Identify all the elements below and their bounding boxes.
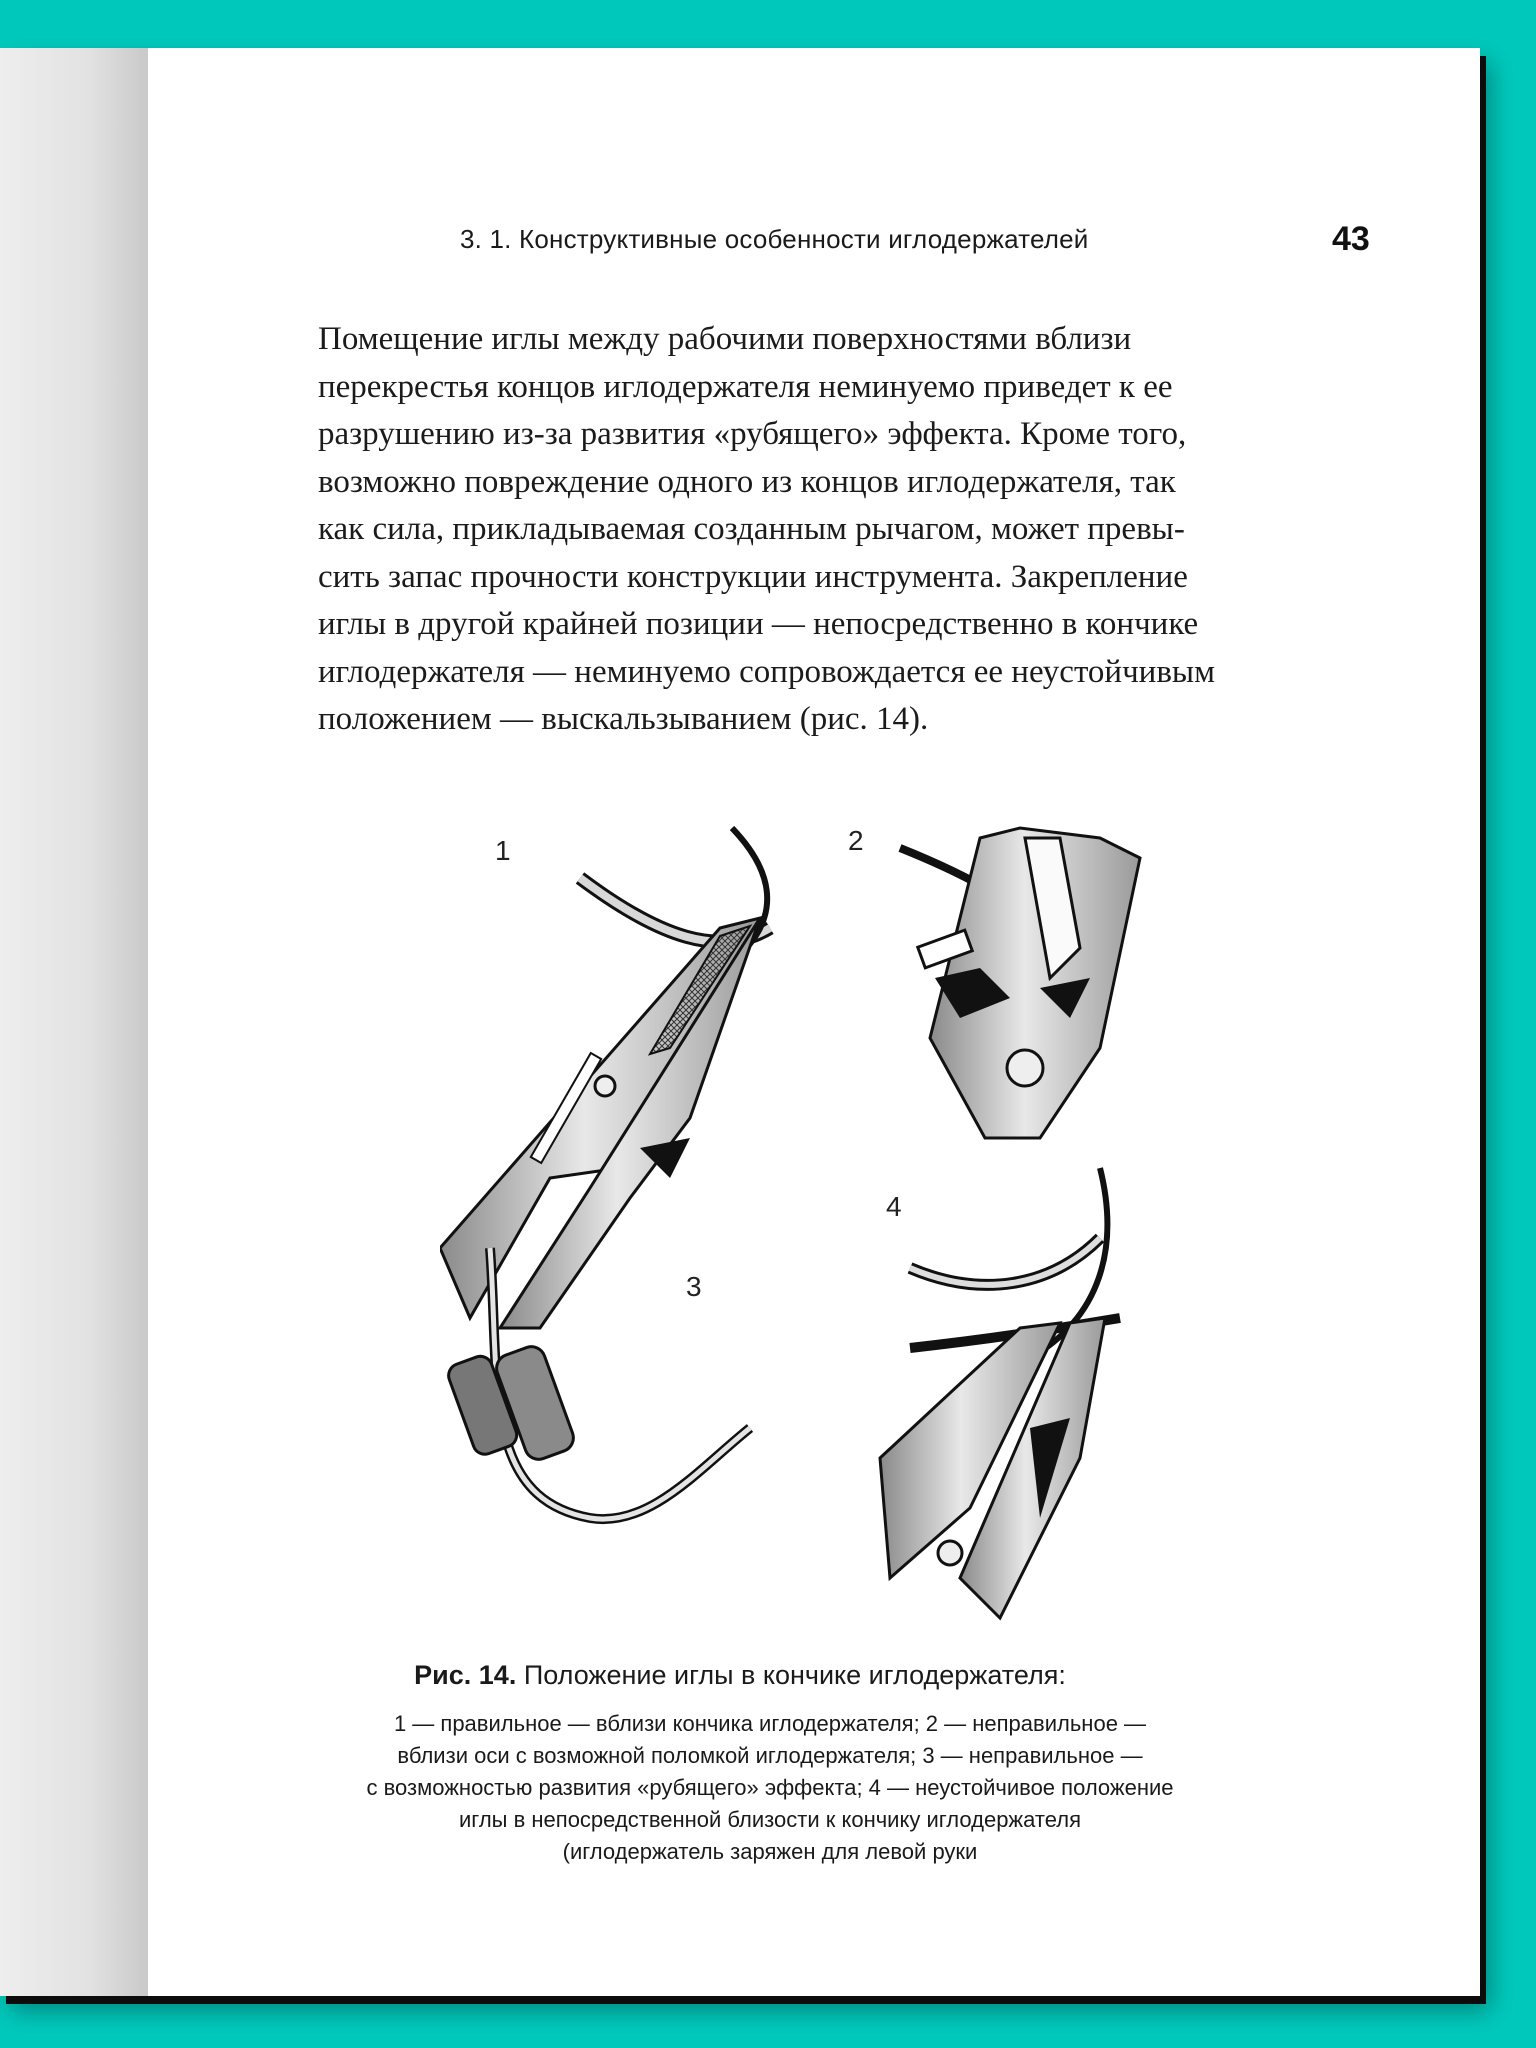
body-line: положением — выскальзыванием (рис. 14).: [318, 701, 929, 737]
caption-line: (иглодержатель заряжен для левой руки: [562, 1839, 978, 1864]
illustration-4-needle-holder: [880, 1168, 1120, 1618]
illustration-3-needle-closeup: [445, 1248, 750, 1519]
hinge-screw: [938, 1541, 962, 1565]
hinge-screw: [1007, 1050, 1043, 1086]
caption-line: 1 — правильное — вблизи кончика иглодержателя; 2 — неправильное —: [393, 1711, 1147, 1736]
book-page: [0, 48, 1480, 1996]
page-number: 43: [1332, 220, 1370, 258]
figure-label-4: 4: [886, 1191, 902, 1222]
body-line: как сила, прикладываемая созданным рычагом, может превы-: [318, 511, 1185, 547]
figure-caption-number: Рис. 14.: [414, 1660, 517, 1690]
caption-line: с возможностью развития «рубящего» эффекта; 4 — неустойчивое положение: [366, 1775, 1174, 1800]
figure-caption-title: [0, 1660, 1480, 1691]
jaw-lower: [500, 918, 760, 1328]
body-line: возможно повреждение одного из концов иглодержателя, так: [318, 463, 1176, 500]
body-line: разрушению из-за развития «рубящего» эффекта. Кроме того,: [318, 416, 1187, 452]
body-line: перекрестья концов иглодержателя неминуемо приведет к ее: [318, 368, 1173, 405]
illustration-2-needle-holder: [900, 828, 1140, 1138]
figure-label-3: 3: [686, 1271, 702, 1302]
body-line: иглодержателя — неминуемо сопровождается ее неустойчивым: [318, 653, 1215, 690]
running-head: 3. 1. Конструктивные особенности иглодержателей: [460, 224, 1089, 254]
body-line: Помещение иглы между рабочими поверхностями вблизи: [318, 321, 1132, 357]
figure-caption-notes: [290, 1708, 1250, 1868]
page-gutter-shadow: [0, 48, 148, 1996]
figure-label-2: 2: [848, 825, 864, 856]
figure-needle-holder: [440, 818, 1320, 1638]
hinge-screw: [595, 1076, 615, 1096]
caption-line: иглы в непосредственной близости к кончику иглодержателя: [459, 1807, 1081, 1832]
figure-illustration: [440, 818, 1320, 1638]
body-line: сить запас прочности конструкции инструмента. Закрепление: [318, 558, 1188, 595]
body-paragraph: [318, 316, 1308, 744]
figure-caption-text: Положение иглы в кончике иглодержателя:: [516, 1660, 1066, 1690]
body-line: иглы в другой крайней позиции — непосредственно в кончике: [318, 606, 1199, 642]
figure-label-1: 1: [495, 835, 511, 866]
caption-line: вблизи оси с возможной поломкой иглодержателя; 3 — неправильное —: [397, 1743, 1143, 1768]
